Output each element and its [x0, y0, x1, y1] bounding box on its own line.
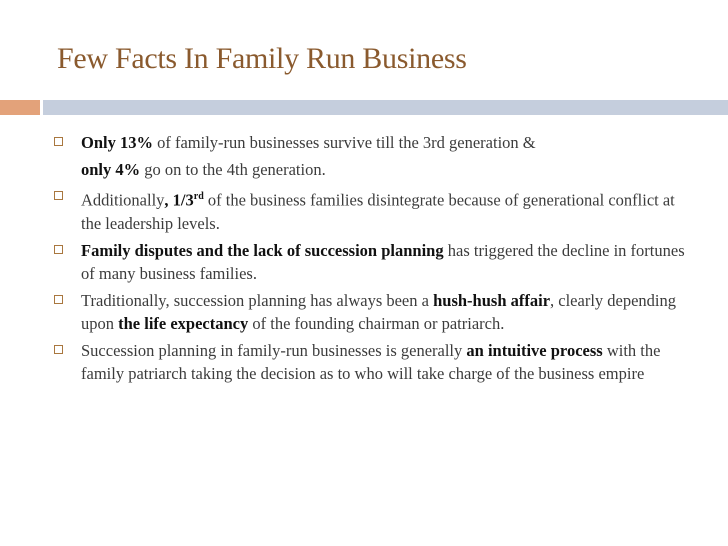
bold-text: Family disputes and the lack of succession planning [81, 240, 444, 260]
square-bullet-icon [54, 295, 63, 304]
square-bullet-icon [54, 345, 63, 354]
bold-text: an intuitive process [466, 340, 603, 360]
bullet-text: has triggered the decline in fortunes of many business families. [81, 240, 685, 283]
bold-text: the life expectancy [118, 313, 249, 333]
bullet-item-1-continuation [48, 158, 698, 181]
bullet-item-1 [48, 131, 698, 154]
bold-text: hush-hush affair [433, 290, 551, 310]
bullet-item-2 [48, 185, 698, 235]
bullet-list [48, 131, 698, 389]
bullet-text: with the family patriarch taking the decision as to who will take charge of the business empire [81, 340, 661, 383]
bullet-text: Traditionally, succession planning has always been a [81, 290, 434, 310]
divider-accent-orange [0, 100, 40, 115]
bullet-text: of the founding chairman or patriarch. [248, 313, 505, 333]
bullet-item-5 [48, 339, 698, 385]
square-bullet-icon [54, 137, 63, 146]
bullet-text: go on to the 4th generation. [140, 160, 326, 179]
divider-accent-blue [43, 100, 728, 115]
bold-text: Only 13% [81, 133, 153, 152]
slide-title: Few Facts In Family Run Business [57, 42, 467, 75]
bold-text: , 1/3 [164, 190, 194, 210]
bullet-text: of the business families disintegrate because of generational conflict at the leadership levels. [81, 190, 675, 233]
bullet-item-4 [48, 289, 698, 335]
square-bullet-icon [54, 191, 63, 200]
bullet-text: Additionally [81, 190, 165, 210]
square-bullet-icon [54, 245, 63, 254]
bold-text: only 4% [81, 160, 141, 179]
title-divider [0, 100, 728, 115]
superscript-text: rd [193, 191, 204, 202]
bullet-item-3 [48, 239, 698, 285]
bullet-text: Succession planning in family-run businesses is generally [81, 340, 467, 360]
bullet-text: , clearly depending upon [81, 290, 677, 333]
bullet-text: of family-run businesses survive till the 3rd generation & [152, 133, 536, 152]
